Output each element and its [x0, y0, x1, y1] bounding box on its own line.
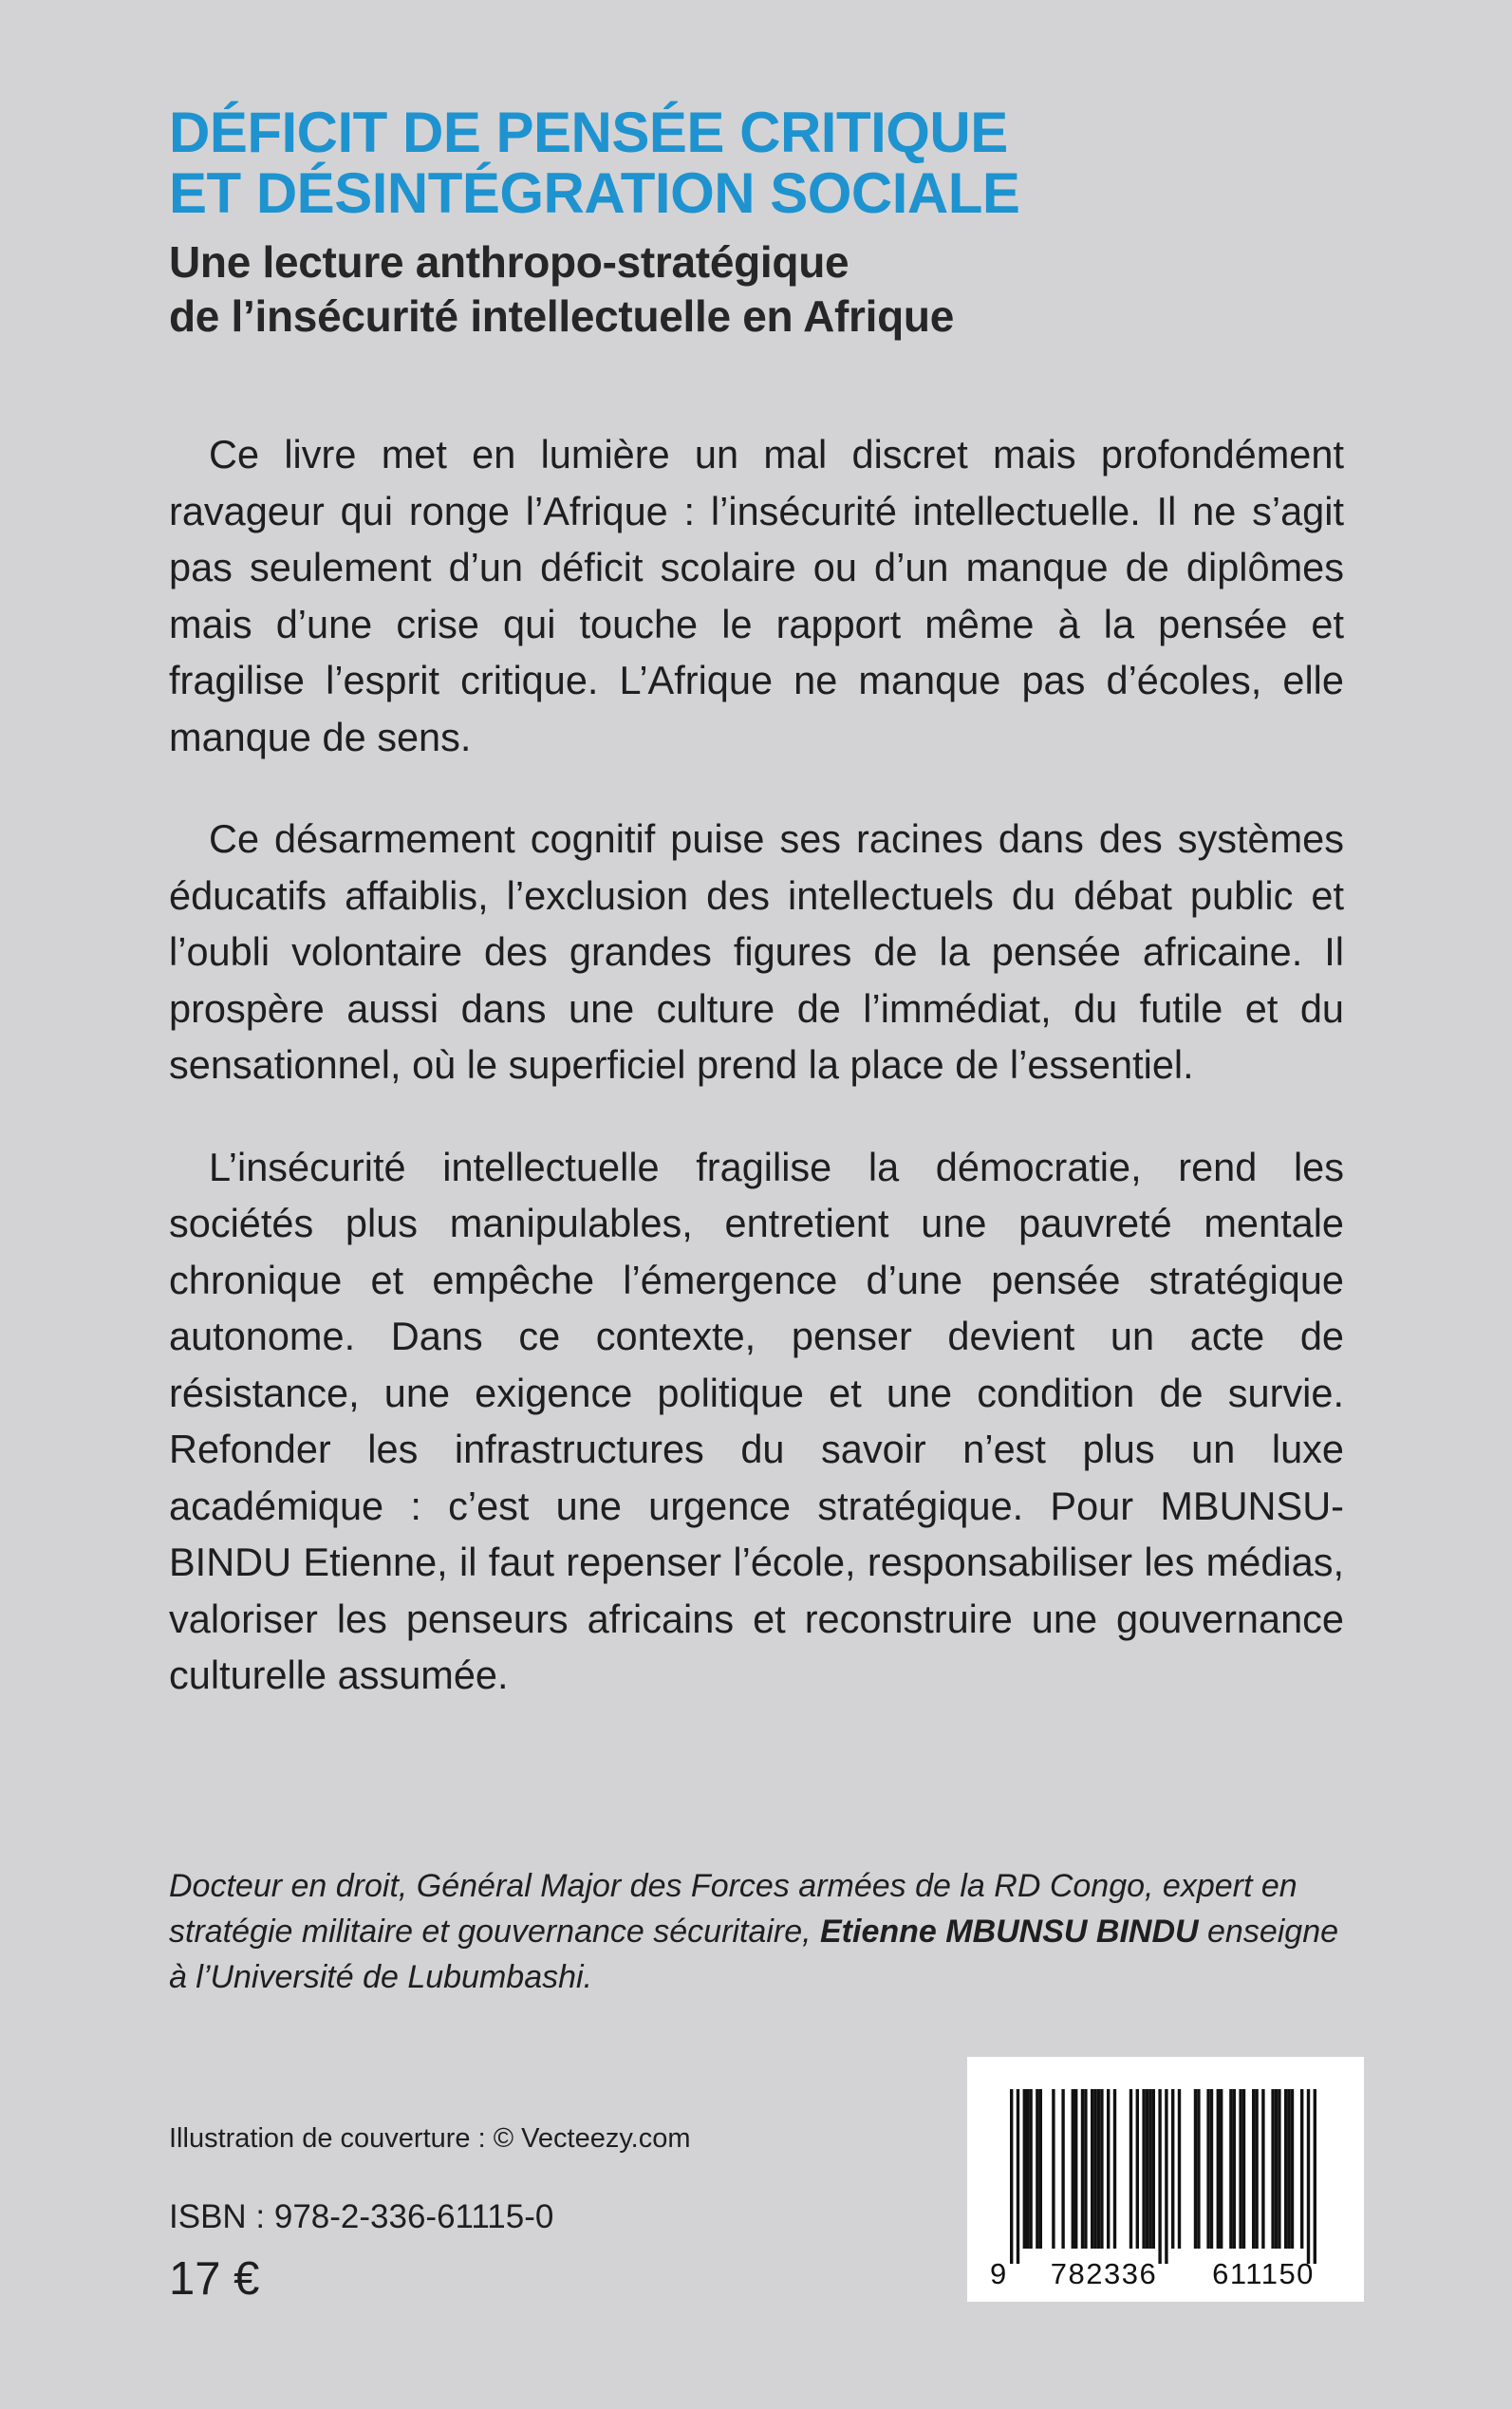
cover-illustration-credit: Illustration de couverture : © Vecteezy.com: [169, 2123, 691, 2154]
barcode-bar: [1010, 2089, 1013, 2264]
barcode-bar: [1072, 2089, 1074, 2249]
barcode-bar: [1136, 2089, 1139, 2249]
book-title-line-2: ET DÉSINTÉGRATION SOCIALE: [169, 161, 1020, 225]
barcode-bar: [1255, 2089, 1258, 2249]
author-bio-after: enseigne à l’Université de Lubumbashi.: [169, 1914, 1339, 1995]
barcode-bar: [1146, 2089, 1148, 2249]
barcode-bar: [1093, 2089, 1096, 2249]
barcode-bar: [1152, 2089, 1155, 2249]
author-name: Etienne MBUNSU BINDU: [820, 1914, 1199, 1950]
barcode-bar: [1052, 2089, 1055, 2249]
barcode-bar: [1178, 2089, 1181, 2249]
barcode-bar: [1142, 2089, 1145, 2249]
barcode: [967, 2057, 1364, 2302]
barcode-bar: [1206, 2089, 1209, 2249]
barcode-bar: [1197, 2089, 1200, 2249]
barcode-bar: [1287, 2089, 1290, 2249]
barcode-bar: [1158, 2089, 1161, 2264]
barcode-bar: [1165, 2089, 1167, 2264]
barcode-bar: [1100, 2089, 1103, 2249]
author-bio-before: Docteur en droit, Général Major des Forces armées de la RD Congo, expert en stratégie militaire et gouvernance sécuritaire,: [169, 1868, 1297, 1950]
barcode-bar: [1129, 2089, 1132, 2249]
book-title-line-1: DÉFICIT DE PENSÉE CRITIQUE: [169, 101, 1008, 164]
barcode-bar: [1229, 2089, 1232, 2249]
barcode-bar: [1074, 2089, 1077, 2249]
barcode-bar: [1039, 2089, 1042, 2249]
book-subtitle-line-1: Une lecture anthropo-stratégique: [169, 237, 849, 287]
book-subtitle: [169, 235, 1355, 344]
blurb-paragraph-2: Ce désarmement cognitif puise ses racines dans des systèmes éducatifs affaiblis, l’exclusion des intellectuels du débat public et l’oubli volontaire des grandes figures de la pensée africaine. Il prospère aussi dans une culture de l’immédiat, du futile et du sensationnel, où le superficiel prend la place de l’essentiel.: [169, 816, 1344, 1087]
barcode-bars: [1010, 2089, 1316, 2264]
barcode-bar: [1084, 2089, 1087, 2249]
barcode-bar: [1194, 2089, 1197, 2249]
barcode-bar: [1029, 2089, 1032, 2249]
isbn: ISBN : 978-2-336-61115-0: [169, 2198, 554, 2235]
barcode-bar: [1148, 2089, 1151, 2249]
barcode-bar: [1278, 2089, 1280, 2249]
barcode-bar: [1239, 2089, 1241, 2249]
book-title: [169, 103, 1355, 224]
author-bio: [169, 1863, 1344, 2000]
barcode-bar: [1284, 2089, 1287, 2249]
barcode-bar: [1314, 2089, 1316, 2264]
blurb-paragraph-3: L’insécurité intellectuelle fragilise la démocratie, rend les sociétés plus manipulables, entretient une pauvreté mentale chronique et empêche l’émergence d’une pensée stratégique autonome. Dans ce contexte, penser devient un acte de résistance, une exigence politique et une condition de survie. Refonder les infrastructures du savoir n’est plus un luxe académique : c’est une urgence stratégique. Pour MBUNSU-BINDU Etienne, il faut repenser l’école, responsabiliser les médias, valoriser les penseurs africains et reconstruire une gouvernance culturelle assumée.: [169, 1144, 1344, 1697]
barcode-bar: [1291, 2089, 1294, 2249]
barcode-bar: [1081, 2089, 1084, 2249]
blurb: [169, 426, 1344, 1749]
barcode-bar: [1017, 2089, 1019, 2264]
barcode-bar: [1242, 2089, 1245, 2249]
barcode-bar: [1275, 2089, 1278, 2249]
barcode-bar: [1233, 2089, 1236, 2249]
barcode-bar: [1210, 2089, 1213, 2249]
barcode-graphic: [967, 2057, 1364, 2302]
barcode-bar: [1252, 2089, 1255, 2249]
barcode-bar: [1300, 2089, 1303, 2249]
barcode-bar: [1113, 2089, 1116, 2249]
book-subtitle-line-2: de l’insécurité intellectuelle en Afrique: [169, 291, 954, 341]
barcode-bar: [1026, 2089, 1029, 2249]
barcode-bar: [1061, 2089, 1064, 2249]
barcode-bar: [1097, 2089, 1100, 2249]
barcode-left-digits: 782336: [1050, 2257, 1158, 2290]
barcode-bar: [1261, 2089, 1264, 2249]
barcode-first-digit: 9: [990, 2257, 1007, 2290]
barcode-bar: [1036, 2089, 1038, 2249]
barcode-bar: [1271, 2089, 1274, 2249]
barcode-bar: [1217, 2089, 1220, 2249]
barcode-bar: [1171, 2089, 1174, 2249]
barcode-bar: [1107, 2089, 1110, 2249]
barcode-bar: [1023, 2089, 1026, 2249]
barcode-bar: [1220, 2089, 1223, 2249]
price: 17 €: [169, 2253, 260, 2305]
barcode-bar: [1307, 2089, 1310, 2264]
blurb-paragraph-1: Ce livre met en lumière un mal discret mais profondément ravageur qui ronge l’Afrique : l’insécurité intellectuelle. Il ne s’agit pas seulement d’un déficit scolaire ou d’un manque de diplômes mais d’une crise qui touche le rapport même à la pensée et fragilise l’esprit critique. L’Afrique ne manque pas d’écoles, elle manque de sens.: [169, 432, 1344, 759]
barcode-right-digits: 611150: [1212, 2257, 1315, 2290]
barcode-bar: [1091, 2089, 1093, 2249]
